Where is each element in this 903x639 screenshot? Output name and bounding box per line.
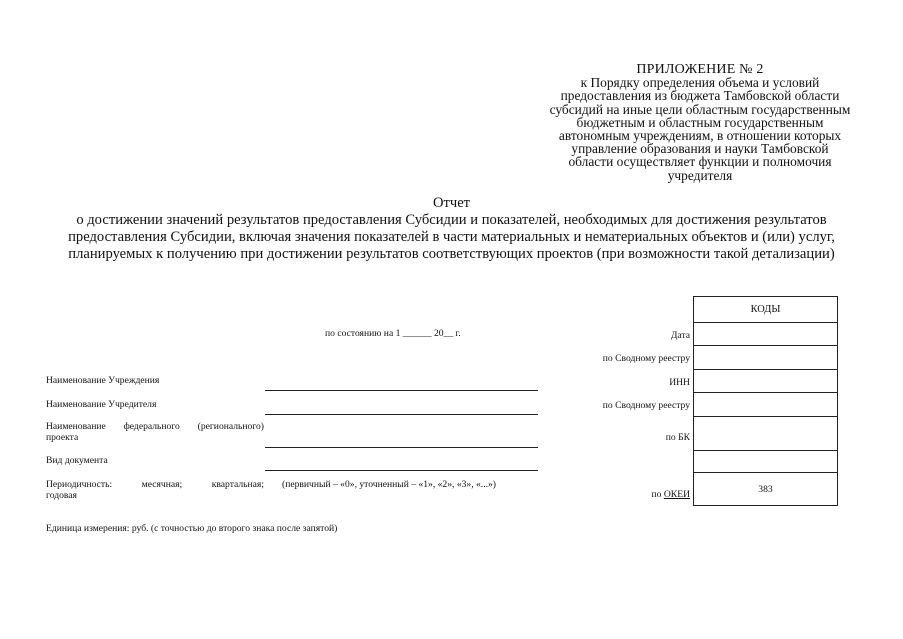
okei-value-cell: 383 <box>694 473 838 506</box>
project-line[interactable] <box>265 447 538 448</box>
appendix-heading: ПРИЛОЖЕНИЕ № 2 <box>636 62 764 77</box>
appendix-line: области осуществляет функции и полномочия <box>568 154 832 170</box>
okei-word: ОКЕИ <box>663 489 690 500</box>
institution-label: Наименование Учреждения <box>46 375 160 386</box>
date-cell[interactable] <box>694 323 838 346</box>
codes-header: КОДЫ <box>694 297 838 323</box>
okei-prefix: по <box>651 489 662 500</box>
unit-note: Единица измерения: руб. (с точностью до второго знака после запятой) <box>46 523 338 534</box>
okei-label <box>652 489 690 500</box>
registry-cell-1[interactable] <box>694 346 838 370</box>
institution-line[interactable] <box>265 390 538 391</box>
project-label-line1: Наименование федерального (регионального) <box>46 421 264 432</box>
founder-label: Наименование Учредителя <box>46 399 157 410</box>
codes-table <box>693 296 838 506</box>
appendix-block <box>520 63 880 182</box>
periodicity-label <box>46 479 264 501</box>
bk-label: по БК <box>665 432 690 443</box>
project-label-line2: проекта <box>46 432 79 443</box>
as-of-date: по состоянию на 1 ______ 20__ г. <box>325 328 461 339</box>
doc-type-line[interactable] <box>265 470 538 471</box>
inn-cell[interactable] <box>694 370 838 393</box>
founder-line[interactable] <box>265 414 538 415</box>
report-subtitle-line: планируемых к получению при достижении результатов соответствующих проектов (при возможности такой детализации) <box>68 246 835 262</box>
appendix-line: управление образования и науки Тамбовской <box>571 141 829 157</box>
appendix-line: субсидий на иные цели областным государственным <box>549 101 851 117</box>
appendix-line: предоставления из бюджета Тамбовской области <box>560 88 840 104</box>
appendix-line: к Порядку определения объема и условий <box>580 75 820 91</box>
appendix-line: бюджетным и областным государственным <box>576 114 824 130</box>
date-label: Дата <box>670 330 690 341</box>
appendix-line: автономным учреждениям, в отношении которых <box>558 128 842 144</box>
registry-cell-2[interactable] <box>694 393 838 417</box>
blank-cell[interactable] <box>694 451 838 473</box>
appendix-line: учредителя <box>667 167 733 183</box>
periodicity-line1: Периодичность: месячная; квартальная; <box>46 479 264 490</box>
registry-label-1: по Сводному реестру <box>602 353 690 364</box>
inn-label: ИНН <box>669 377 690 388</box>
report-title: Отчет <box>432 195 471 211</box>
report-title-block <box>40 195 863 263</box>
project-label <box>46 421 264 443</box>
periodicity-line2: годовая <box>46 490 77 501</box>
bk-cell[interactable] <box>694 417 838 451</box>
periodicity-note: (первичный – «0», уточненный – «1», «2», «3», «...») <box>282 479 496 490</box>
report-subtitle-line: предоставления Субсидии, включая значения показателей в части материальных и нематериальных объектов и (или) услуг, <box>68 229 835 245</box>
report-subtitle-line: о достижении значений результатов предоставления Субсидии и показателей, необходимых для достижения результатов <box>76 212 827 228</box>
doc-type-label: Вид документа <box>46 455 108 466</box>
registry-label-2: по Сводному реестру <box>602 400 690 411</box>
